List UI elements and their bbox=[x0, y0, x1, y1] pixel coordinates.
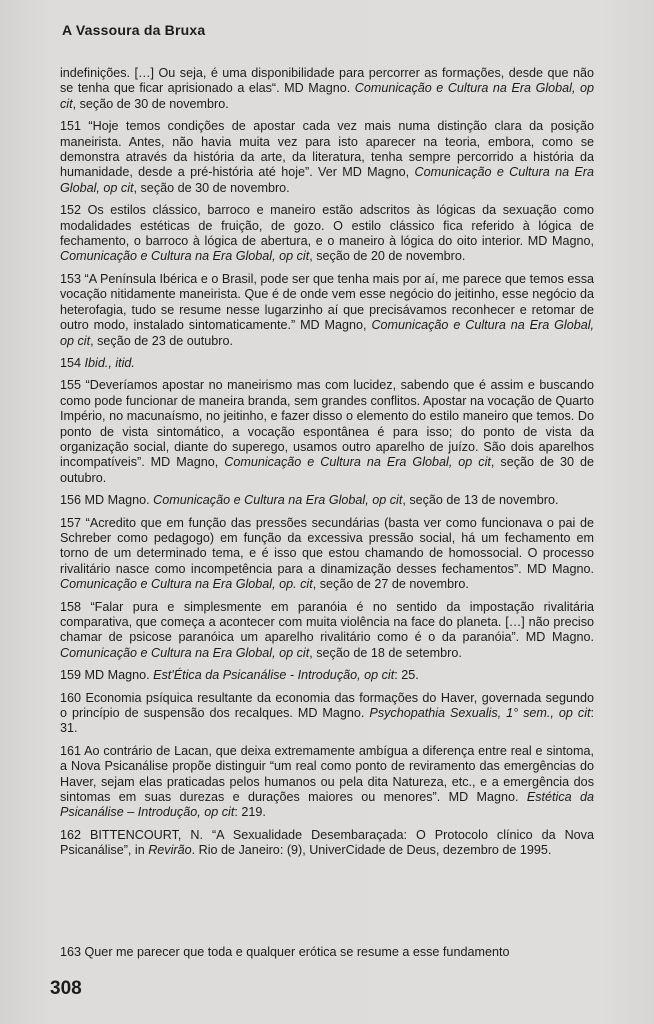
footnote-text: , seção de 13 de novembro. bbox=[402, 493, 559, 508]
footnote-text: , seção de 20 de novembro. bbox=[309, 249, 466, 264]
footnote-citation-title: Comunicação e Cultura na Era Global, op cit bbox=[60, 645, 310, 660]
footnote-162 bbox=[60, 828, 594, 859]
footnote-text: 156 MD Magno. bbox=[60, 493, 154, 508]
footnote-citation-title: Comunicação e Cultura na Era Global, op cit bbox=[60, 165, 594, 195]
footnote-citation-title: Comunicação e Cultura na Era Global, op. cit bbox=[60, 577, 313, 592]
footnote-text: 155 “Deveríamos apostar no maneirismo mas com lucidez, sabendo que é assim e buscando como pode funcionar de maneira branda, sem grandes conflitos. Apostar na vocação de Quarto Império, no macunaísmo, no jeitinho, e fazer disso o elemento do estilo maneiro que temos. Do ponto de vista sintomático, a vocação espontânea é para isso; do ponto de vista da organização social, diante do superego, usamos outro aparelho de juízo. São dois aparelhos incompatíveis”. MD Magno, bbox=[60, 378, 594, 470]
footnotes bbox=[60, 66, 594, 866]
footnote-citation-title: Comunicação e Cultura na Era Global, op cit bbox=[60, 249, 310, 264]
footnote-152 bbox=[60, 203, 594, 265]
footnote-text: 152 Os estilos clássico, barroco e maneiro estão adscritos às lógicas da sexuação como modalidades estéticas de fruição, de gozo. O estilo clássico fica referido à lógica de fechamento, o barroco à lógica de abertura, e o maneiro à lógica do oito interior. MD Magno, bbox=[60, 203, 594, 249]
footnote-text: 159 MD Magno. bbox=[60, 668, 154, 683]
footnote-citation-title: Comunicação e Cultura na Era Global, op cit bbox=[153, 493, 403, 508]
footnote-text: 154 bbox=[60, 355, 85, 370]
footnote-citation-title: Comunicação e Cultura na Era Global, op cit bbox=[60, 318, 594, 348]
footnote-text: , seção de 30 de novembro. bbox=[133, 180, 290, 195]
footnote-citation-title: Ibid., itid. bbox=[84, 355, 135, 370]
footnote-text: : 25. bbox=[394, 668, 419, 683]
footnote-text: , seção de 30 de novembro. bbox=[72, 96, 229, 111]
footnote-citation-title: Comunicação e Cultura na Era Global, op cit bbox=[224, 455, 491, 470]
footnote-text: , seção de 23 de outubro. bbox=[90, 333, 233, 348]
footnote-text: 157 “Acredito que em função das pressões secundárias (basta ver como funcionava o pai de Schreber como pedagogo) em função da excessiva pressão social, há um fechamento em torno de um determinado tema, e é isso que estou chamando de homossocial. O processo rivalitário nasce como incompetência para a dinamização desses fechamentos”. MD Magno. bbox=[60, 515, 594, 576]
footnote-text: : 31. bbox=[60, 706, 594, 736]
footnote-text: 162 BITTENCOURT, N. “A Sexualidade Desembaraçada: O Protocolo clínico da Nova Psicanálise”, in bbox=[60, 827, 594, 858]
running-head: A Vassoura da Bruxa bbox=[62, 22, 206, 38]
footnote-157 bbox=[60, 516, 594, 593]
footnote-text: indefinições. […] Ou seja, é uma disponibilidade para percorrer as formações, desde que não se tenha que ficar aprisionado a elas“. MD Magno. bbox=[60, 66, 594, 96]
footnote-159 bbox=[60, 668, 594, 683]
footnote-158 bbox=[60, 600, 594, 662]
footnote-153 bbox=[60, 272, 594, 349]
footnote-text: . Rio de Janeiro: (9), UniverCidade de Deus, dezembro de 1995. bbox=[191, 843, 552, 858]
footnote-text: , seção de 27 de novembro. bbox=[312, 577, 469, 592]
footnote-text: 161 Ao contrário de Lacan, que deixa extremamente ambígua a diferença entre real e sintoma, a Nova Psicanálise propõe distinguir “um real como ponto de reviramento das emergências do Haver, sejam elas praticadas pelos humanos ou pela dita Natureza, etc., e a emergência dos sintomas em suas durezas e durações maiores ou menores”. MD Magno. bbox=[60, 743, 594, 805]
footnote-161 bbox=[60, 744, 594, 821]
footnote-163-line: 163 Quer me parecer que toda e qualquer erótica se resume a esse fundamento bbox=[60, 944, 510, 959]
footnote-156 bbox=[60, 493, 594, 508]
footnote-text: , seção de 18 de setembro. bbox=[309, 645, 462, 660]
footnote-citation-title: Estética da Psicanálise – Introdução, op cit bbox=[60, 790, 594, 820]
footnote-citation-title: Comunicação e Cultura na Era Global, op cit bbox=[60, 81, 594, 111]
page-number: 308 bbox=[50, 978, 82, 999]
footnote-160 bbox=[60, 691, 594, 737]
footnote-cont bbox=[60, 66, 594, 112]
footnote-text: 151 “Hoje temos condições de apostar cada vez mais numa distinção clara da posição maneirista. Antes, não havia muita vez para isto aparecer na teoria, embora, como se demonstra através da história da arte, da literatura, tenha sempre percorrido a história da humanidade, desde a pré-história até hoje”. Ver MD Magno, bbox=[60, 119, 594, 180]
footnote-151 bbox=[60, 119, 594, 196]
footnote-citation-title: Est'Ética da Psicanálise - Introdução, op cit bbox=[153, 668, 395, 683]
footnote-154 bbox=[60, 356, 594, 371]
footnote-text: : 219. bbox=[234, 805, 266, 820]
footnote-text: 158 “Falar pura e simplesmente em paranóia é no sentido da impostação rivalitária comparativa, que começa a acontecer com muita violência na face do planeta. […] não preciso chamar de psicose paranóica um aparelho rivalitário como é o da paranóia”. MD Magno. bbox=[60, 599, 594, 645]
footnote-citation-title: Revirão bbox=[148, 843, 192, 858]
footnote-citation-title: Psychopathia Sexualis, 1° sem., op cit bbox=[369, 706, 591, 721]
footnote-155 bbox=[60, 378, 594, 486]
footnote-text: 160 Economia psíquica resultante da economia das formações do Haver, governada segundo o princípio de suspensão dos recalques. MD Magno. bbox=[60, 690, 594, 721]
footnote-text: , seção de 30 de outubro. bbox=[60, 455, 594, 485]
footnote-text: 153 “A Península Ibérica e o Brasil, pode ser que tenha mais por aí, me parece que temos essa vocação nitidamente maneirista. Que é de onde vem esse negócio do jeitinho, esse negócio da heterofagia, tudo se resume nesse lugarzinho aí que precisávamos reconhecer e retomar de outro modo, instalado sintomaticamente.” MD Magno, bbox=[60, 271, 594, 333]
